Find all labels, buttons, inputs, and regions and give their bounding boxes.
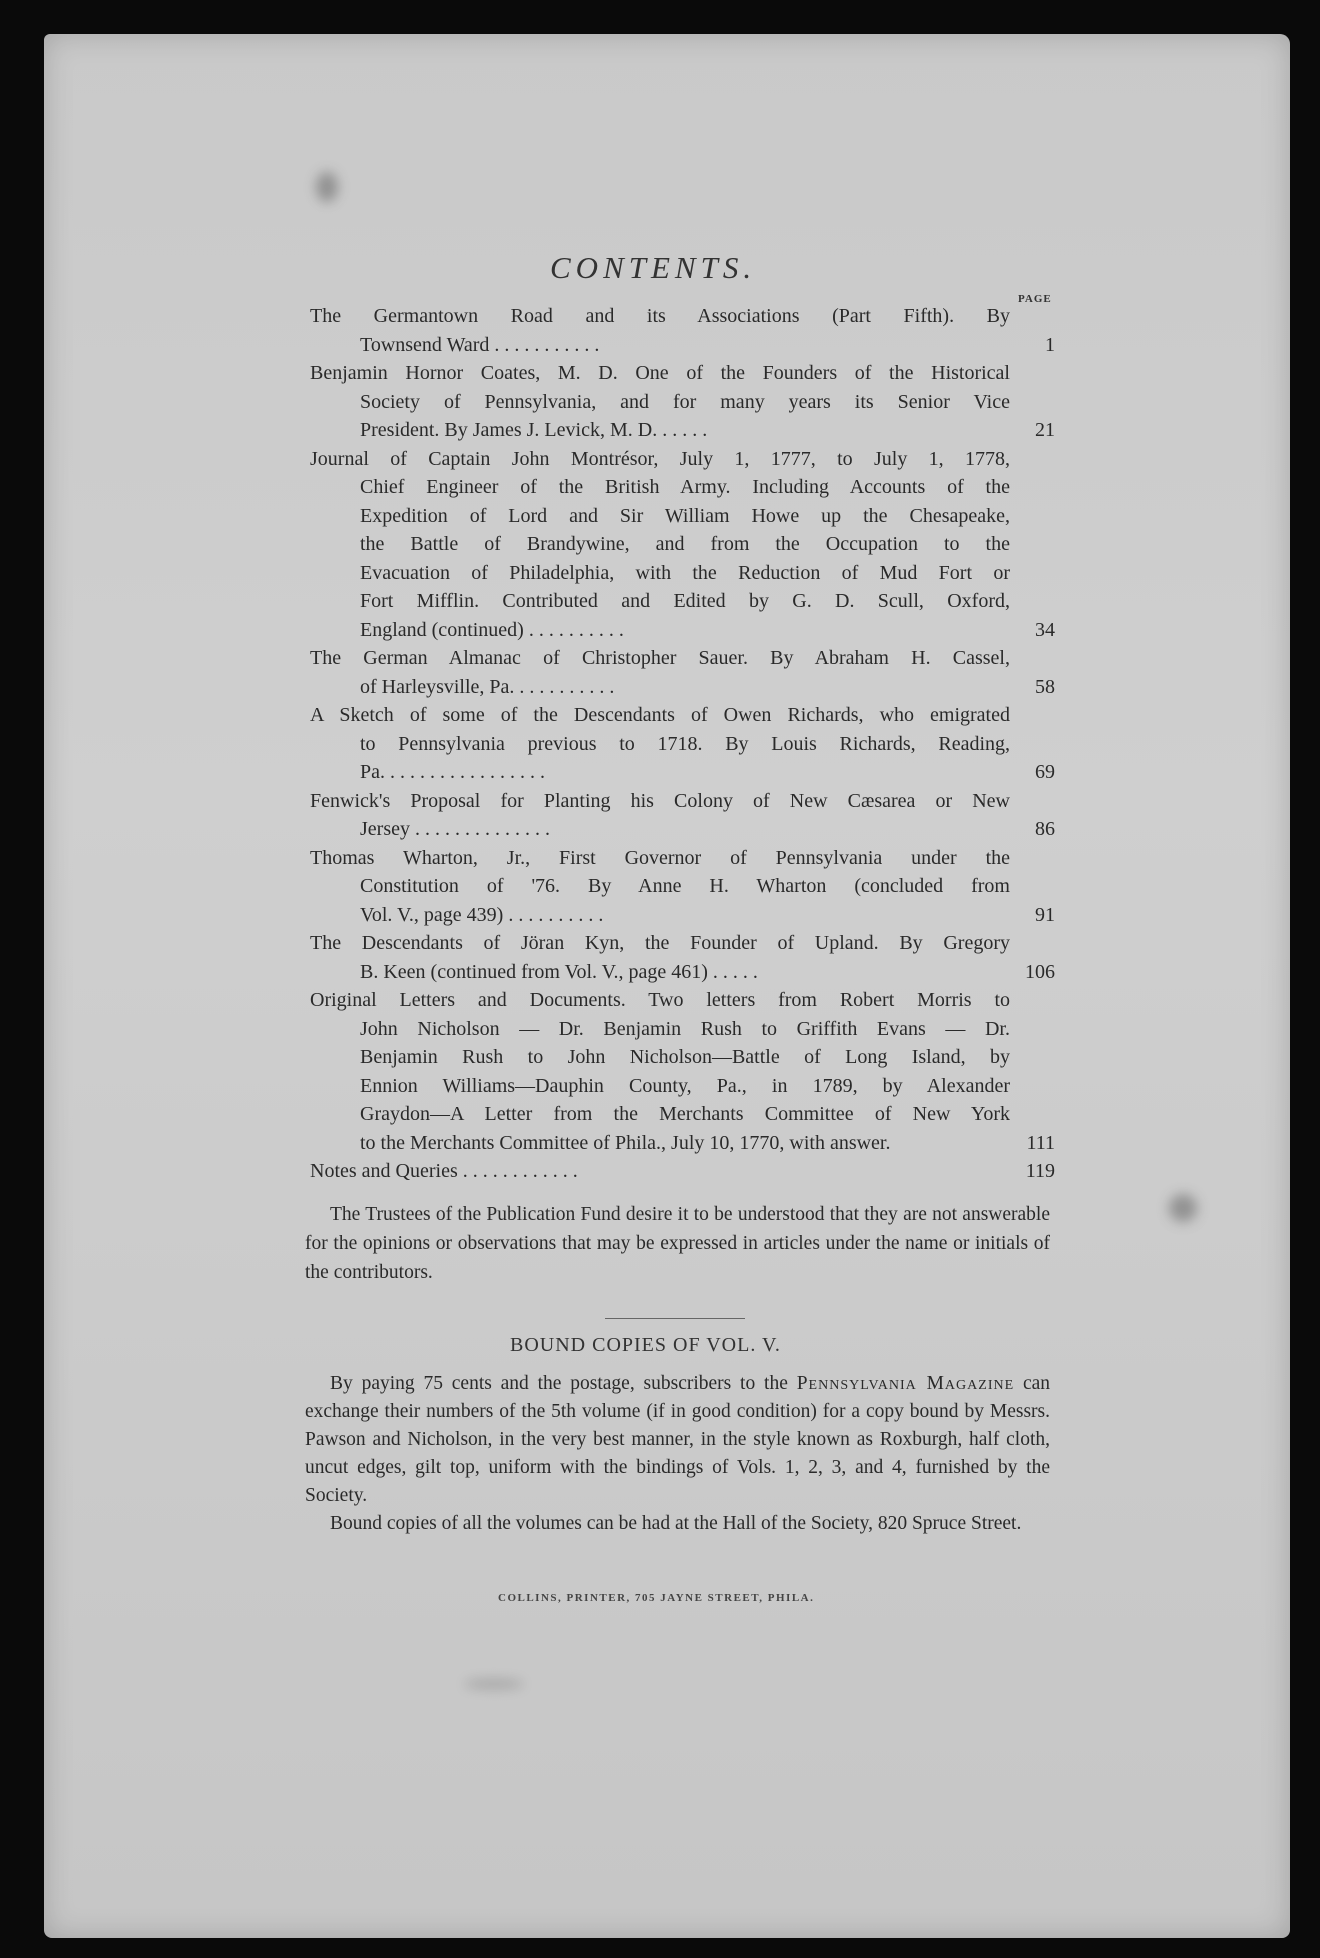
toc-page-number: 69 (1035, 761, 1055, 783)
toc-entry-line: Fort Mifflin. Contributed and Edited by G. D. Scull, Oxford, (360, 590, 1010, 612)
toc-entry-line: Vol. V., page 439) . . . . . . . . . . (360, 903, 604, 926)
toc-entry-line: Chief Engineer of the British Army. Including Accounts of the (360, 476, 1010, 498)
ink-smudge (464, 1679, 524, 1689)
toc-entry (310, 644, 1055, 701)
toc-entry-line: The German Almanac of Christopher Sauer. By Abraham H. Cassel, (310, 647, 1010, 669)
toc-entry-line: Notes and Queries . . . . . . . . . . . . (310, 1160, 578, 1182)
toc-entry-line: Pa. . . . . . . . . . . . . . . . . (360, 761, 545, 783)
toc-entry-line: Constitution of '76. By Anne H. Wharton (concluded from (360, 875, 1010, 897)
toc-entry-line: Graydon—A Letter from the Merchants Committee of New York (360, 1103, 1010, 1125)
toc-entry (310, 445, 1055, 645)
toc-entry-line: John Nicholson — Dr. Benjamin Rush to Griffith Evans — Dr. (360, 1017, 1010, 1040)
toc-entry-line: President. By James J. Levick, M. D. . . . . . (360, 419, 708, 441)
bound-copies-heading: BOUND COPIES OF VOL. V. (510, 1334, 781, 1356)
ink-smudge (1169, 1194, 1197, 1222)
contents-title: CONTENTS. (550, 250, 757, 285)
toc-entry-line: Townsend Ward . . . . . . . . . . . (360, 333, 600, 356)
toc-entry-line: The Descendants of Jöran Kyn, the Founder of Upland. By Gregory (310, 932, 1010, 954)
bound-copies-paragraph (305, 1370, 1050, 1510)
toc-entry (310, 929, 1055, 986)
toc-page-number: 91 (1035, 903, 1055, 926)
toc-entry-line: Journal of Captain John Montrésor, July 1, 1777, to July 1, 1778, (310, 447, 1010, 470)
toc-entry-line: England (continued) . . . . . . . . . . (360, 618, 624, 641)
toc-page-number: 106 (1025, 960, 1055, 983)
toc-entry-line: Expedition of Lord and Sir William Howe up the Chesapeake, (360, 504, 1010, 527)
toc-entry-line: Society of Pennsylvania, and for many years its Senior Vice (360, 390, 1010, 413)
toc-entry-line: the Battle of Brandywine, and from the Occupation to the (360, 533, 1010, 555)
toc-entry-line: Thomas Wharton, Jr., First Governor of Pennsylvania under the (310, 846, 1010, 869)
bound-copies-paragraph: Bound copies of all the volumes can be had at the Hall of the Society, 820 Spruce Street. (330, 1513, 1022, 1534)
section-divider (605, 1318, 745, 1319)
toc-entry-line: B. Keen (continued from Vol. V., page 461) . . . . . (360, 960, 758, 983)
trustees-notice: The Trustees of the Publication Fund desire it to be understood that they are not answerable for the opinions or observations that may be expressed in articles under the name or initials of the contributors. (305, 1204, 1050, 1283)
toc-entry-line: Evacuation of Philadelphia, with the Reduction of Mud Fort or (360, 561, 1010, 584)
toc-entry-line: to the Merchants Committee of Phila., July 10, 1770, with answer. (360, 1131, 891, 1154)
toc-page-number: 86 (1035, 818, 1055, 840)
toc-entry-line: Ennion Williams—Dauphin County, Pa., in 1789, by Alexander (360, 1074, 1010, 1097)
toc-entry-line: Benjamin Rush to John Nicholson—Battle of Long Island, by (360, 1046, 1010, 1068)
bound-text-part: can exchange their numbers of the 5th volume (if in good condition) for a copy bound by Messrs. Pawson and Nicholson, in the very best manner, in the style known as Roxburgh, half cloth, uncut edges, gilt top, uniform with the bindings of Vols. 1, 2, 3, and 4, furnished by the Society. (305, 1373, 1051, 1506)
toc-page-number: 111 (1026, 1131, 1055, 1154)
toc-page-number: 58 (1035, 675, 1055, 698)
journal-name: Pennsylvania Magazine (796, 1373, 1015, 1394)
toc-entry (310, 787, 1055, 844)
toc-entry (310, 844, 1055, 930)
toc-entry (310, 986, 1055, 1157)
toc-entry (310, 359, 1055, 445)
bound-text-part: By paying 75 cents and the postage, subscribers to the (330, 1373, 788, 1394)
printer-imprint: COLLINS, PRINTER, 705 JAYNE STREET, PHILA. (498, 1592, 815, 1604)
toc-entry-line: Original Letters and Documents. Two letters from Robert Morris to (310, 989, 1010, 1011)
toc-page-number: 119 (1025, 1160, 1055, 1182)
page-column-label: PAGE (1018, 293, 1052, 305)
toc-page-number: 34 (1035, 618, 1055, 641)
toc-entry (310, 302, 1055, 359)
ink-smudge (316, 172, 338, 202)
toc-entry-line: A Sketch of some of the Descendants of Owen Richards, who emigrated (310, 704, 1010, 726)
toc-page-number: 21 (1035, 419, 1055, 441)
toc-entry-line: to Pennsylvania previous to 1718. By Louis Richards, Reading, (360, 732, 1010, 755)
bound-copies-text (305, 1370, 1050, 1538)
toc-entry (310, 701, 1055, 787)
toc-entry (310, 1157, 1055, 1186)
toc-entry-line: The Germantown Road and its Associations (Part Fifth). By (310, 305, 1010, 327)
toc-page-number: 1 (1045, 333, 1055, 356)
toc-entry-line: Benjamin Hornor Coates, M. D. One of the Founders of the Historical (310, 362, 1010, 384)
toc-entry-line: of Harleysville, Pa. . . . . . . . . . . (360, 675, 615, 698)
toc-entry-line: Jersey . . . . . . . . . . . . . . (360, 818, 550, 840)
toc-entry-line: Fenwick's Proposal for Planting his Colony of New Cæsarea or New (310, 789, 1010, 812)
table-of-contents (310, 302, 1055, 1186)
